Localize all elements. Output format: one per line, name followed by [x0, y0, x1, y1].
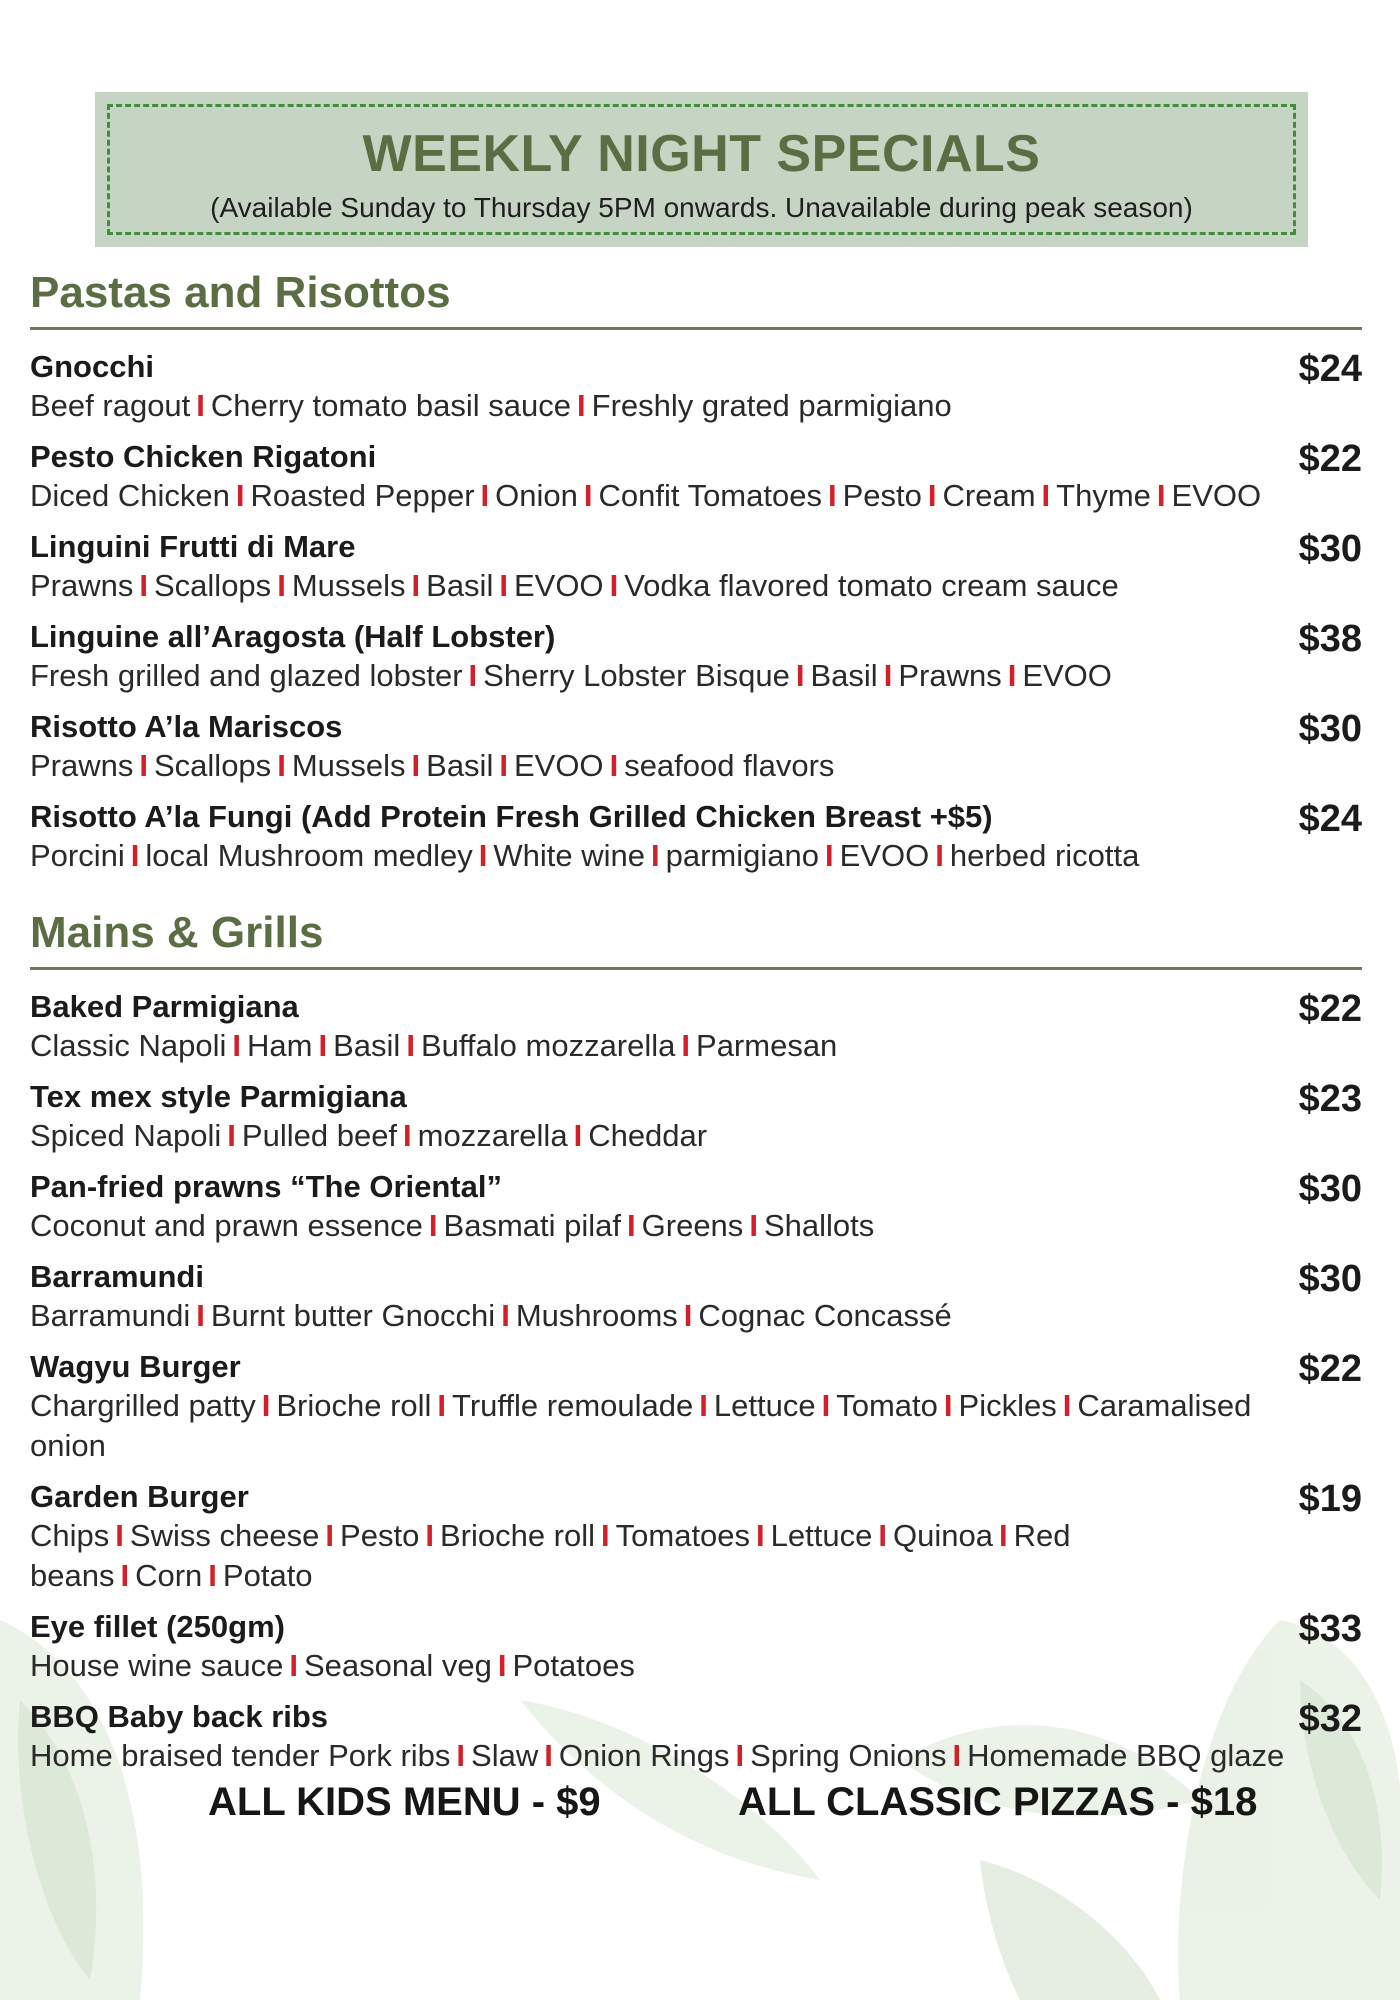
section-title: Mains & Grills	[30, 905, 1362, 970]
menu-item-description	[30, 656, 1362, 696]
ingredient-separator: I	[824, 838, 834, 873]
ingredient-separator: I	[235, 478, 245, 513]
section-title: Pastas and Risottos	[30, 265, 1362, 330]
ingredient: Corn	[135, 1558, 203, 1593]
menu-item-description	[30, 566, 1362, 606]
ingredient: Pickles	[958, 1388, 1057, 1423]
ingredient-separator: I	[609, 748, 619, 783]
ingredient: Basil	[426, 748, 494, 783]
menu-item-description	[30, 1296, 1362, 1336]
menu-item-price: $30	[1298, 528, 1362, 570]
ingredient: Quinoa	[893, 1518, 993, 1553]
ingredient-separator: I	[277, 748, 286, 783]
ingredient-separator: I	[499, 568, 508, 603]
ingredient-separator: I	[456, 1738, 466, 1773]
ingredient: Tomatoes	[615, 1518, 751, 1553]
ingredient: Home braised tender Pork ribs	[30, 1738, 451, 1773]
menu-item-price: $19	[1298, 1478, 1362, 1520]
ingredient: Vodka flavored tomato cream sauce	[624, 568, 1119, 603]
ingredient: Seasonal veg	[303, 1648, 492, 1683]
ingredient: Diced Chicken	[30, 478, 230, 513]
specials-banner	[95, 92, 1308, 247]
ingredient: Roasted Pepper	[250, 478, 475, 513]
ingredient-separator: I	[325, 1518, 335, 1553]
ingredient: Basil	[810, 658, 878, 693]
ingredient: Confit Tomatoes	[598, 478, 822, 513]
ingredient: Freshly grated parmigiano	[591, 388, 952, 423]
ingredient: Chargrilled patty	[30, 1388, 256, 1423]
ingredient: Onion Rings	[558, 1738, 730, 1773]
ingredient-separator: I	[403, 1118, 412, 1153]
ingredient-separator: I	[478, 838, 488, 873]
menu-item-name: Risotto A’la Fungi (Add Protein Fresh Grilled Chicken Breast +$5)	[30, 799, 993, 834]
ingredient-separator: I	[468, 658, 478, 693]
menu-item-description	[30, 476, 1362, 516]
ingredient: Beef ragout	[30, 388, 191, 423]
menu-item	[30, 438, 1362, 516]
ingredient-separator: I	[573, 1118, 583, 1153]
ingredient: EVOO	[513, 748, 604, 783]
ingredient-separator: I	[261, 1388, 271, 1423]
specials-availability-note: (Available Sunday to Thursday 5PM onwards. Unavailable during peak season)	[210, 192, 1193, 223]
menu-item	[30, 708, 1362, 786]
ingredient-separator: I	[795, 658, 805, 693]
ingredient: Burnt butter Gnocchi	[210, 1298, 496, 1333]
ingredient: Barramundi	[30, 1298, 191, 1333]
ingredient-separator: I	[227, 1118, 236, 1153]
ingredient-separator: I	[609, 568, 619, 603]
ingredient-separator: I	[428, 1208, 438, 1243]
ingredient: Buffalo mozzarella	[420, 1028, 676, 1063]
menu-item	[30, 798, 1362, 876]
ingredient-separator: I	[883, 658, 893, 693]
ingredient: Truffle remoulade	[452, 1388, 694, 1423]
specials-title: WEEKLY NIGHT SPECIALS	[362, 125, 1041, 183]
ingredient: Ham	[247, 1028, 313, 1063]
ingredient-separator: I	[406, 1028, 415, 1063]
menu-item-name: Pan-fried prawns “The Oriental”	[30, 1169, 502, 1204]
ingredient: Brioche roll	[439, 1518, 596, 1553]
ingredient: Mushrooms	[515, 1298, 678, 1333]
ingredient: Onion	[495, 478, 578, 513]
menu-item-name: Risotto A’la Mariscos	[30, 709, 343, 744]
menu-item	[30, 1168, 1362, 1246]
ingredient-separator: I	[1156, 478, 1166, 513]
ingredient: Lettuce	[770, 1518, 873, 1553]
ingredient: Shallots	[763, 1208, 875, 1243]
ingredient-separator: I	[749, 1208, 758, 1243]
ingredient: Porcini	[30, 838, 125, 873]
ingredient-separator: I	[425, 1518, 434, 1553]
menu-item-description	[30, 1646, 1362, 1686]
ingredient: seafood flavors	[624, 748, 835, 783]
ingredient-separator: I	[878, 1518, 887, 1553]
ingredient: Cherry tomato basil sauce	[210, 388, 572, 423]
ingredient-separator: I	[497, 1648, 507, 1683]
ingredient: Fresh grilled and glazed lobster	[30, 658, 463, 693]
ingredient: Brioche roll	[276, 1388, 432, 1423]
ingredient: Pesto	[842, 478, 922, 513]
ingredient-separator: I	[1062, 1388, 1072, 1423]
menu-item-name: Linguine all’Aragosta (Half Lobster)	[30, 619, 556, 654]
ingredient-separator: I	[139, 568, 148, 603]
ingredient: EVOO	[839, 838, 930, 873]
ingredient: Parmesan	[696, 1028, 838, 1063]
ingredient-separator: I	[583, 478, 593, 513]
menu-item-price: $38	[1298, 618, 1362, 660]
ingredient-separator: I	[821, 1388, 831, 1423]
ingredient: White wine	[493, 838, 645, 873]
ingredient-separator: I	[232, 1028, 242, 1063]
ingredient-separator: I	[277, 568, 286, 603]
menu-item-description	[30, 1386, 1362, 1466]
menu-item-price: $22	[1298, 1348, 1362, 1390]
menu-item-name: Tex mex style Parmigiana	[30, 1079, 407, 1114]
ingredient-separator: I	[480, 478, 490, 513]
menu-item-name: Linguini Frutti di Mare	[30, 529, 356, 564]
ingredient: Greens	[641, 1208, 744, 1243]
menu-item	[30, 1078, 1362, 1156]
ingredient: local Mushroom medley	[145, 838, 473, 873]
ingredient-separator: I	[1007, 658, 1017, 693]
menu-item-price: $33	[1298, 1608, 1362, 1650]
section-pastas-risottos	[30, 265, 1362, 888]
footer-offers	[0, 1780, 1400, 1836]
ingredient: Cognac Concassé	[698, 1298, 952, 1333]
ingredient: Classic Napoli	[30, 1028, 227, 1063]
menu-item	[30, 618, 1362, 696]
ingredient-separator: I	[501, 1298, 510, 1333]
menu-item	[30, 988, 1362, 1066]
menu-item-price: $30	[1298, 708, 1362, 750]
menu-item-price: $23	[1298, 1078, 1362, 1120]
ingredient-separator: I	[318, 1028, 328, 1063]
menu-item-description	[30, 746, 1362, 786]
ingredient-separator: I	[827, 478, 837, 513]
ingredient-separator: I	[437, 1388, 447, 1423]
menu-item-name: Baked Parmigiana	[30, 989, 299, 1024]
menu-item-name: Eye fillet (250gm)	[30, 1609, 285, 1644]
ingredient: Swiss cheese	[129, 1518, 320, 1553]
classic-pizzas-offer: ALL CLASSIC PIZZAS - $18	[738, 1780, 1258, 1824]
ingredient-separator: I	[952, 1738, 962, 1773]
ingredient: herbed ricotta	[949, 838, 1140, 873]
ingredient: Scallops	[154, 568, 272, 603]
ingredient-separator: I	[196, 388, 205, 423]
ingredient-separator: I	[998, 1518, 1008, 1553]
menu-item-name: Garden Burger	[30, 1479, 249, 1514]
ingredient: Mussels	[291, 748, 406, 783]
ingredient: Basil	[426, 568, 494, 603]
menu-item	[30, 1608, 1362, 1686]
ingredient-separator: I	[735, 1738, 745, 1773]
ingredient: Sherry Lobster Bisque	[483, 658, 790, 693]
menu-item-price: $30	[1298, 1258, 1362, 1300]
ingredient: Pesto	[340, 1518, 420, 1553]
ingredient-separator: I	[577, 388, 586, 423]
ingredient-separator: I	[139, 748, 148, 783]
ingredient: Potatoes	[512, 1648, 635, 1683]
menu-item-description	[30, 1516, 1362, 1596]
menu-item	[30, 1698, 1362, 1776]
menu-item	[30, 1348, 1362, 1466]
ingredient: Chips	[30, 1518, 110, 1553]
ingredient: Homemade BBQ glaze	[967, 1738, 1285, 1773]
menu-item-price: $24	[1298, 798, 1362, 840]
ingredient: Slaw	[471, 1738, 539, 1773]
menu-item-name: Pesto Chicken Rigatoni	[30, 439, 377, 474]
ingredient-separator: I	[411, 568, 421, 603]
ingredient: Spring Onions	[750, 1738, 947, 1773]
kids-menu-offer: ALL KIDS MENU - $9	[208, 1780, 601, 1824]
ingredient: Prawns	[898, 658, 1002, 693]
ingredient-separator: I	[943, 1388, 953, 1423]
ingredient: Red beans	[30, 1518, 1071, 1593]
ingredient: Basil	[333, 1028, 401, 1063]
ingredient: EVOO	[1171, 478, 1262, 513]
menu-item-description	[30, 386, 1362, 426]
ingredient-separator: I	[699, 1388, 708, 1423]
ingredient-separator: I	[115, 1518, 124, 1553]
menu-item	[30, 1258, 1362, 1336]
menu-item-price: $24	[1298, 348, 1362, 390]
ingredient-separator: I	[196, 1298, 205, 1333]
ingredient-separator: I	[120, 1558, 130, 1593]
menu-item-description	[30, 1206, 1362, 1246]
ingredient-separator: I	[208, 1558, 217, 1593]
menu-item-price: $32	[1298, 1698, 1362, 1740]
ingredient-separator: I	[650, 838, 660, 873]
ingredient: Mussels	[291, 568, 406, 603]
menu-item-description	[30, 1116, 1362, 1156]
ingredient: Basmati pilaf	[443, 1208, 622, 1243]
menu-item	[30, 1478, 1362, 1596]
ingredient: Cheddar	[588, 1118, 708, 1153]
menu-item-description	[30, 1026, 1362, 1066]
ingredient: Prawns	[30, 568, 134, 603]
ingredient-separator: I	[499, 748, 508, 783]
ingredient: House wine sauce	[30, 1648, 284, 1683]
menu-item	[30, 348, 1362, 426]
menu-item-name: BBQ Baby back ribs	[30, 1699, 329, 1734]
ingredient: parmigiano	[665, 838, 819, 873]
ingredient: Spiced Napoli	[30, 1118, 222, 1153]
ingredient-separator: I	[130, 838, 140, 873]
ingredient: Coconut and prawn essence	[30, 1208, 423, 1243]
ingredient: Pulled beef	[241, 1118, 398, 1153]
ingredient-separator: I	[289, 1648, 298, 1683]
menu-item-name: Barramundi	[30, 1259, 204, 1294]
ingredient-separator: I	[1041, 478, 1051, 513]
ingredient-separator: I	[683, 1298, 693, 1333]
menu-item-name: Wagyu Burger	[30, 1349, 241, 1384]
ingredient-separator: I	[927, 478, 937, 513]
ingredient: Caramalised onion	[30, 1388, 1252, 1463]
ingredient-separator: I	[681, 1028, 691, 1063]
ingredient-separator: I	[601, 1518, 610, 1553]
menu-item-name: Gnocchi	[30, 349, 155, 384]
menu-item-price: $30	[1298, 1168, 1362, 1210]
ingredient: Tomato	[836, 1388, 938, 1423]
ingredient-separator: I	[627, 1208, 636, 1243]
ingredient-separator: I	[935, 838, 944, 873]
ingredient: EVOO	[513, 568, 604, 603]
ingredient: Thyme	[1056, 478, 1151, 513]
menu-item-description	[30, 1736, 1362, 1776]
ingredient-separator: I	[411, 748, 421, 783]
ingredient: Cream	[942, 478, 1036, 513]
section-mains-grills	[30, 905, 1362, 1788]
ingredient: Scallops	[154, 748, 272, 783]
ingredient: Lettuce	[713, 1388, 816, 1423]
menu-item-price: $22	[1298, 988, 1362, 1030]
menu-item	[30, 528, 1362, 606]
ingredient: Potato	[222, 1558, 313, 1593]
ingredient-separator: I	[544, 1738, 553, 1773]
ingredient: Prawns	[30, 748, 134, 783]
menu-item-description	[30, 836, 1362, 876]
menu-item-price: $22	[1298, 438, 1362, 480]
ingredient-separator: I	[756, 1518, 765, 1553]
ingredient: mozzarella	[417, 1118, 568, 1153]
ingredient: EVOO	[1022, 658, 1112, 693]
specials-banner-frame	[107, 104, 1296, 235]
